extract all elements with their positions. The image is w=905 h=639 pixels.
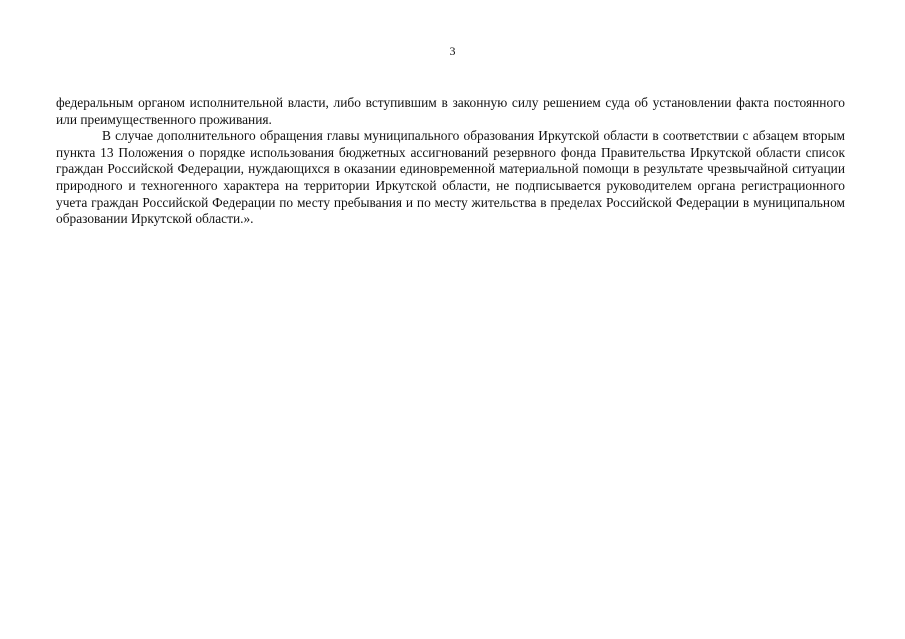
paragraph-continuation: федеральным органом исполнительной власти, либо вступившим в законную силу решением суда об установлении факта постоянного или преимущественного проживания.: [56, 95, 845, 127]
document-body: [56, 95, 845, 228]
page-number: 3: [449, 44, 456, 58]
paragraph-main: В случае дополнительного обращения главы муниципального образования Иркутской области в соответствии с абзацем вторым пункта 13 Положения о порядке использования бюджетных ассигнований резервного фонда Правительства Иркутской области список граждан Российской Федерации, нуждающихся в оказании единовременной материальной помощи в результате чрезвычайной ситуации природного и техногенного характера на территории Иркутской области, не подписывается руководителем органа регистрационного учета граждан Российской Федерации по месту пребывания и по месту жительства в пределах Российской Федерации в муниципальном образовании Иркутской области.».: [56, 128, 845, 227]
